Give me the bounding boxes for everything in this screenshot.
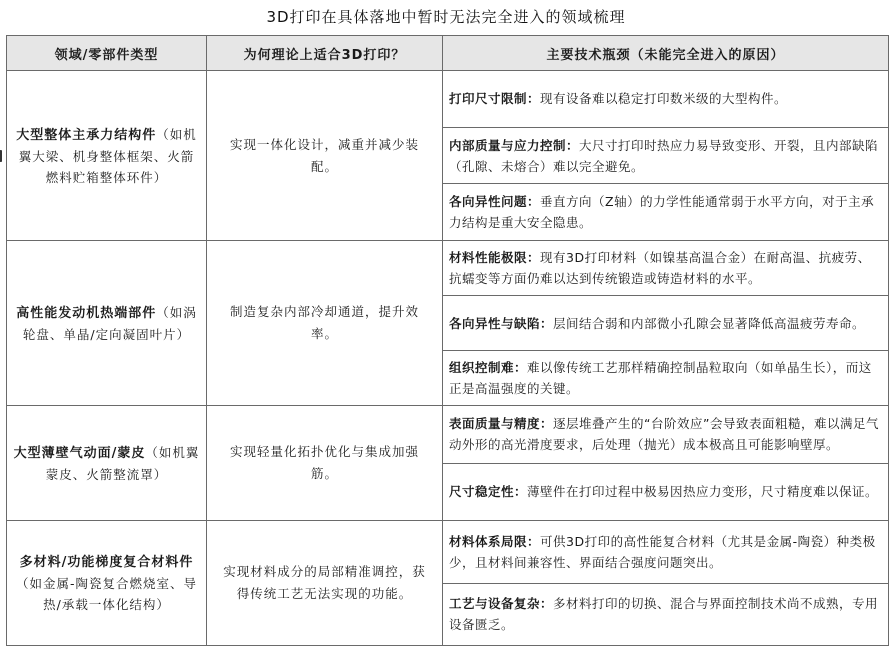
issue-label: 材料体系局限： xyxy=(449,533,541,549)
issue-text: 大尺寸打印时热应力易导致变形、开裂，且内部缺陷（孔隙、未熔合）难以完全避免。 xyxy=(449,137,879,174)
page-title: 3D打印在具体落地中暂时无法完全进入的领域梳理 xyxy=(266,8,626,26)
issue-label: 尺寸稳定性： xyxy=(449,484,528,500)
domain-name: 多材料/功能梯度复合材料件 xyxy=(19,555,194,570)
issue-text: 薄壁件在打印过程中极易因热应力变形，尺寸精度难以保证。 xyxy=(527,484,879,500)
issue-text: 难以像传统工艺那样精确控制晶粒取向（如单晶生长），而这正是高温强度的关键。 xyxy=(449,360,872,396)
issue-item xyxy=(443,71,888,128)
issues-cell xyxy=(443,406,889,521)
issue-text: 层间结合弱和内部微小孔隙会显著降低高温疲劳寿命。 xyxy=(553,315,866,331)
domain-name: 大型整体主承力结构件 xyxy=(16,127,157,143)
issue-label: 组织控制难： xyxy=(449,360,528,375)
issue-item xyxy=(443,241,888,296)
issue-label: 材料性能极限： xyxy=(449,250,541,265)
issue-item xyxy=(443,351,888,405)
table-row xyxy=(7,521,889,646)
issue-item xyxy=(443,584,888,646)
issue-item xyxy=(443,464,888,521)
header-bottleneck: 主要技术瓶颈（未能完全进入的原因） xyxy=(443,36,889,71)
header-domain: 领域/零部件类型 xyxy=(7,36,207,71)
issue-label: 工艺与设备复杂： xyxy=(449,596,554,612)
issue-text: 可供3D打印的高性能复合材料（尤其是金属-陶瓷）种类极少，且材料间兼容性、界面结合强度问题突出。 xyxy=(449,533,876,570)
reason-cell: 实现材料成分的局部精准调控，获得传统工艺无法实现的功能。 xyxy=(207,521,443,646)
issue-label: 各向异性与缺陷： xyxy=(449,315,554,331)
reason-cell: 制造复杂内部冷却通道，提升效率。 xyxy=(207,241,443,406)
issue-item xyxy=(443,406,888,464)
domain-desc: （如涡轮盘、单晶/定向凝固叶片） xyxy=(22,304,197,342)
table-row xyxy=(7,406,889,521)
issues-cell xyxy=(443,71,889,241)
domain-cell xyxy=(7,71,207,241)
domain-name: 高性能发动机热端部件 xyxy=(16,305,157,321)
issue-label: 各向异性问题： xyxy=(449,194,541,210)
issue-label: 内部质量与应力控制： xyxy=(449,137,580,153)
domain-name: 大型薄壁气动面/蒙皮 xyxy=(13,445,146,461)
issue-text: 逐层堆叠产生的“台阶效应”会导致表面粗糙，难以满足气动外形的高光滑度要求，后处理（抛光）成本极高且可能影响壁厚。 xyxy=(449,416,879,453)
issue-text: 多材料打印的切换、混合与界面控制技术尚不成熟，专用设备匮乏。 xyxy=(449,596,879,633)
issue-item xyxy=(443,128,888,185)
domain-cell xyxy=(7,521,207,646)
header-reason: 为何理论上适合3D打印？ xyxy=(207,36,443,71)
issues-cell xyxy=(443,241,889,406)
issue-text: 垂直方向（Z轴）的力学性能通常弱于水平方向，对于主承力结构是重大安全隐患。 xyxy=(449,194,875,231)
domain-desc: （如金属-陶瓷复合燃烧室、导热/承载一体化结构） xyxy=(15,576,197,612)
issue-item xyxy=(443,184,888,240)
reason-cell: 实现一体化设计，减重并减少装配。 xyxy=(207,71,443,241)
table-header-row xyxy=(7,36,889,71)
issue-label: 打印尺寸限制： xyxy=(449,91,541,107)
reason-cell: 实现轻量化拓扑优化与集成加强筋。 xyxy=(207,406,443,521)
issue-text: 现有设备难以稳定打印数米级的大型构件。 xyxy=(540,91,788,107)
issues-cell xyxy=(443,521,889,646)
issue-text: 现有3D打印材料（如镍基高温合金）在耐高温、抗疲劳、抗蠕变等方面仍难以达到传统锻造或铸造材料的水平。 xyxy=(449,250,871,286)
table-row xyxy=(7,241,889,406)
domain-table xyxy=(6,35,889,646)
domain-desc: （如机翼蒙皮、火箭整流罩） xyxy=(45,444,200,482)
issue-item xyxy=(443,521,888,584)
issue-item xyxy=(443,296,888,351)
domain-desc: （如机翼大梁、机身整体框架、火箭燃料贮箱整体环件） xyxy=(18,126,197,185)
domain-cell xyxy=(7,241,207,406)
issue-label: 表面质量与精度： xyxy=(449,416,554,432)
table-row xyxy=(7,71,889,241)
domain-cell xyxy=(7,406,207,521)
